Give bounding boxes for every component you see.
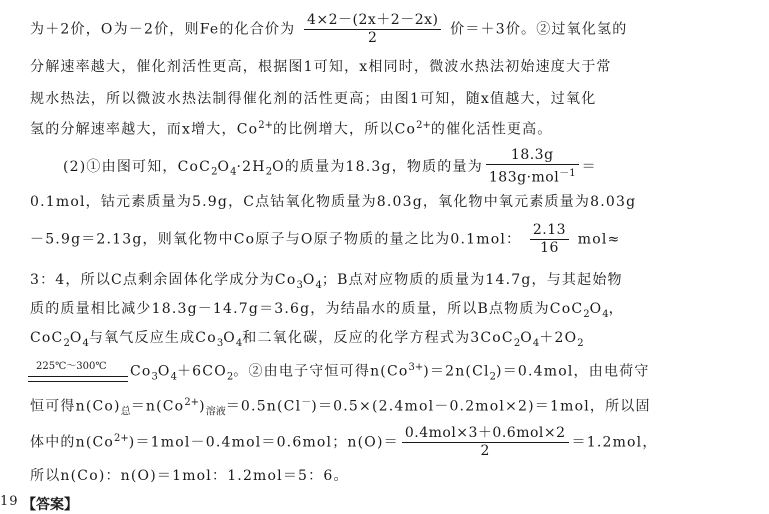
subscript: 4	[82, 337, 89, 349]
text-line-1	[30, 12, 745, 47]
fraction-numerator: 18.3g	[486, 147, 579, 165]
subscript: 2	[226, 371, 234, 383]
text-line-2: 分解速率越大，催化剂活性更高，根据图1可知，x相同时，微波水热法初始速度大于常	[30, 59, 612, 75]
equals-arrow	[28, 376, 128, 382]
superscript: －1	[559, 168, 576, 179]
line-text: －5.9g＝2.13g，则氧化物中Co原子与O原子物质的量之比为0.1mol：	[30, 231, 522, 248]
text-line-12	[30, 394, 745, 421]
line-text: )＝0.5×(2.4mol－0.2mol×2)＝1mol，所以固	[311, 398, 651, 415]
superscript: 2+	[114, 432, 129, 444]
line-text: )＝1mol－0.4mol＝0.6mol；n(O)＝	[128, 434, 399, 451]
line-text: O	[223, 330, 236, 346]
fraction-denominator: 2	[368, 30, 378, 46]
line-text: ＋6CO	[176, 363, 227, 380]
answer-label: 【答案】	[22, 497, 78, 513]
superscript: 2+	[416, 120, 431, 131]
line-text: O	[589, 301, 603, 317]
line-text: 氢的分解速率越大，而x增大，Co	[30, 121, 259, 138]
superscript: 2+	[258, 120, 273, 131]
line-text: O	[302, 272, 316, 288]
text-line-4	[30, 117, 745, 139]
subscript: 2	[63, 337, 70, 349]
line-text: O	[69, 330, 83, 346]
text-line-6: 0.1mol，钴元素质量为5.9g，C点钴氧化物质量为8.03g，氧化物中氧元素质量为8.03g	[30, 194, 637, 210]
line-text: 3：4，所以C点剩余固体化学成分为Co	[30, 272, 297, 288]
line-text: CoC	[30, 330, 64, 346]
subscript: 4	[315, 279, 322, 291]
line-text: 质的质量相比减少18.3g－14.7g＝3.6g，为结晶水的质量，所以B点物质为CoC	[30, 301, 584, 317]
line-text: ，	[608, 301, 624, 317]
subscript: 2	[489, 371, 497, 383]
subscript: 总	[120, 406, 131, 418]
reaction-condition-text: 225℃～300℃	[36, 361, 107, 373]
subscript: 4	[235, 337, 243, 349]
fraction-molar-amount	[486, 147, 579, 187]
line-text: ＝1.2mol，	[571, 434, 658, 451]
line-text: O	[157, 363, 171, 380]
subscript: 4	[602, 308, 609, 320]
text-line-7	[30, 222, 745, 257]
fraction-denominator: 2	[480, 443, 490, 459]
line-text: (2)①由图可知，CoC	[63, 158, 212, 175]
subscript: 2	[577, 337, 584, 349]
text-line-11	[28, 359, 745, 386]
line-text: mol≈	[577, 231, 621, 248]
line-text: )＝0.4mol，由电荷守	[496, 363, 650, 380]
line-text: 。②由电子守恒可得n(Co	[233, 363, 409, 380]
line-text: ＝	[581, 158, 597, 175]
line-text: Co	[130, 363, 152, 380]
subscript: 溶液	[205, 406, 226, 418]
subscript: 3	[151, 371, 158, 383]
text-line-13	[30, 425, 745, 460]
denominator-text: 183g·mol	[488, 169, 560, 186]
subscript: 4	[170, 371, 177, 383]
line-text: 为＋2价，O为－2价，则Fe的化合价为	[30, 21, 296, 38]
reaction-condition-arrow	[28, 361, 128, 386]
text-line-5	[63, 147, 745, 187]
line-text: 与氧气反应生成Co	[88, 330, 217, 346]
subscript: 3	[216, 337, 224, 349]
line-text: ；B点对应物质的质量为14.7g，与其起始物	[321, 272, 623, 288]
superscript: －	[301, 397, 312, 408]
subscript: 2	[583, 308, 590, 320]
line-text: ＋2O	[539, 330, 578, 346]
line-text: O	[520, 330, 533, 346]
text-line-8	[30, 271, 745, 295]
line-text: ＝n(Co	[130, 398, 185, 415]
subscript: 3	[296, 279, 303, 291]
line-text: ＝0.5n(Cl	[225, 398, 302, 415]
line-text: 的比例增大，所以Co	[273, 121, 417, 138]
text-line-3: 规水热法，所以微波水热法制得催化剂的活性更高；由图1可知，随x值越大，过氧化	[30, 91, 597, 107]
text-line-10	[30, 329, 745, 353]
line-text: 恒可得n(Co)	[30, 398, 121, 415]
subscript: 4	[230, 166, 237, 178]
fraction-denominator	[486, 165, 579, 187]
line-text: 价＝＋3价。②过氧化氢的	[450, 21, 628, 38]
fraction-numerator: 0.4mol×3＋0.6mol×2	[402, 425, 569, 443]
superscript: 3+	[408, 362, 424, 373]
line-text: )＝2n(Cl	[423, 363, 490, 380]
text-line-14: 所以n(Co)：n(O)＝1mol：1.2mol＝5：6。	[30, 468, 349, 484]
fraction-oxygen-moles	[402, 425, 569, 460]
line-text: 体中的n(Co	[30, 434, 115, 451]
fraction-numerator: 4×2－(2x＋2－2x)	[304, 12, 441, 30]
line-text: 的催化活性更高。	[430, 121, 553, 138]
subscript: 2	[513, 337, 521, 349]
line-text: )	[199, 398, 206, 415]
question-number: 19	[0, 494, 19, 509]
line-text: O	[217, 158, 231, 175]
superscript: 2+	[184, 397, 200, 408]
line-text: ·2H	[236, 158, 266, 175]
subscript: 2	[265, 166, 273, 178]
line-text: O的质量为18.3g，物质的量为	[272, 158, 483, 175]
text-line-9	[30, 300, 745, 324]
line-text: 和二氧化碳，反应的化学方程式为3CoC	[242, 330, 514, 346]
subscript: 2	[211, 166, 218, 178]
fraction-numerator: 2.13	[530, 222, 569, 240]
fraction-oxygen-amount	[530, 222, 569, 257]
fraction-iron-valence	[304, 12, 441, 47]
fraction-denominator: 16	[540, 240, 559, 256]
subscript: 4	[532, 337, 540, 349]
